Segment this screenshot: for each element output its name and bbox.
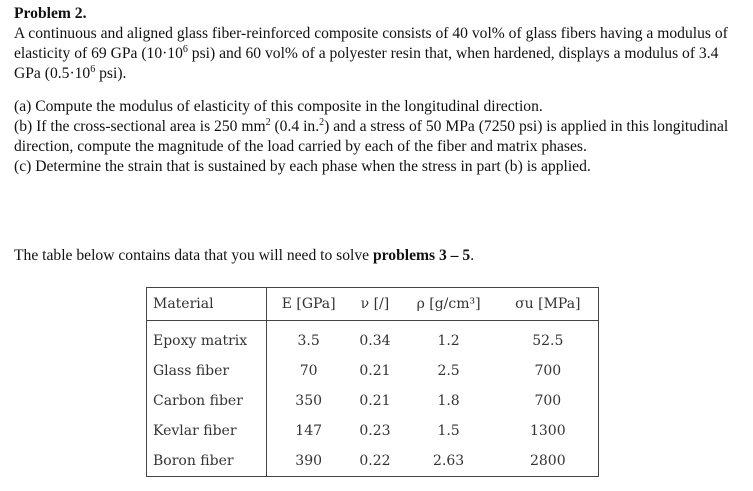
table-row xyxy=(147,386,599,416)
table-cell: Kevlar fiber xyxy=(147,416,267,446)
table-cell: 0.21 xyxy=(359,363,391,379)
materials-table xyxy=(146,287,599,477)
col-strength: σu [MPa] xyxy=(498,288,599,321)
bold-text: problems 3 – 5 xyxy=(373,247,471,264)
text: . xyxy=(470,247,475,264)
superscript: 2 xyxy=(319,116,325,128)
text: A continuous and aligned glass fiber-reinforced composite consists of 40 vol% of glass fibers having a modulus of elasticity of 69 GPa (10·10 xyxy=(14,25,728,62)
table-cell: 2.5 xyxy=(437,363,460,379)
col-poisson: ν [/] xyxy=(350,288,399,321)
table-cell: 147 xyxy=(295,423,323,439)
table-cell: 0.22 xyxy=(359,453,391,469)
table-cell: Glass fiber xyxy=(147,356,267,386)
superscript: 6 xyxy=(90,63,96,75)
table-intro xyxy=(14,246,474,266)
table-cell: 52.5 xyxy=(532,333,564,349)
table-cell: 0.21 xyxy=(359,393,391,409)
header-row xyxy=(147,288,599,321)
table-cell: 3.5 xyxy=(297,333,320,349)
col-material: Material xyxy=(147,288,267,321)
table-cell: Boron fiber xyxy=(147,446,267,477)
part-a: (a) Compute the modulus of elasticity of this composite in the longitudinal direction. xyxy=(14,98,543,115)
table-cell: 1.5 xyxy=(437,423,460,439)
table-cell: 1.2 xyxy=(437,333,460,349)
text: psi). xyxy=(95,65,127,82)
text: (b) If the cross-sectional area is 250 mm xyxy=(14,118,266,135)
table-row xyxy=(147,416,599,446)
table-cell: 1300 xyxy=(529,423,566,439)
part-b xyxy=(14,117,739,157)
superscript: 2 xyxy=(265,116,271,128)
table-cell: 700 xyxy=(534,363,562,379)
superscript: 6 xyxy=(182,43,188,55)
table-cell: 700 xyxy=(534,393,562,409)
text: The table below contains data that you will need to solve xyxy=(14,247,373,264)
table-cell: 390 xyxy=(295,453,323,469)
table-cell: 0.23 xyxy=(359,423,391,439)
table-cell: 2800 xyxy=(529,453,566,469)
problem-statement xyxy=(14,24,739,84)
table-row xyxy=(147,321,599,357)
text: (0.4 in. xyxy=(270,118,320,135)
problem-2 xyxy=(14,4,739,177)
table-cell: Carbon fiber xyxy=(147,386,267,416)
table-cell: 350 xyxy=(295,393,323,409)
table-cell: Epoxy matrix xyxy=(147,321,267,357)
table-cell: 1.8 xyxy=(437,393,460,409)
problem-title: Problem 2. xyxy=(14,5,87,22)
text: ) and a stress of 50 MPa (7250 psi) is applied in this longitudinal direction, compute the magnitude of the load carried by each of the fiber and matrix phases. xyxy=(14,118,729,155)
table-row xyxy=(147,446,599,477)
part-c: (c) Determine the strain that is sustained by each phase when the stress in part (b) is applied. xyxy=(14,158,591,175)
table-row xyxy=(147,356,599,386)
col-modulus: E [GPa] xyxy=(267,288,351,321)
table-cell: 0.34 xyxy=(359,333,391,349)
col-density: ρ [g/cm³] xyxy=(400,288,498,321)
table-cell: 2.63 xyxy=(433,453,465,469)
table-cell: 70 xyxy=(299,363,318,379)
text: psi) and 60 vol% of a polyester resin that, when hardened, displays a modulus of 3.4 GPa (0.5·10 xyxy=(14,45,719,82)
